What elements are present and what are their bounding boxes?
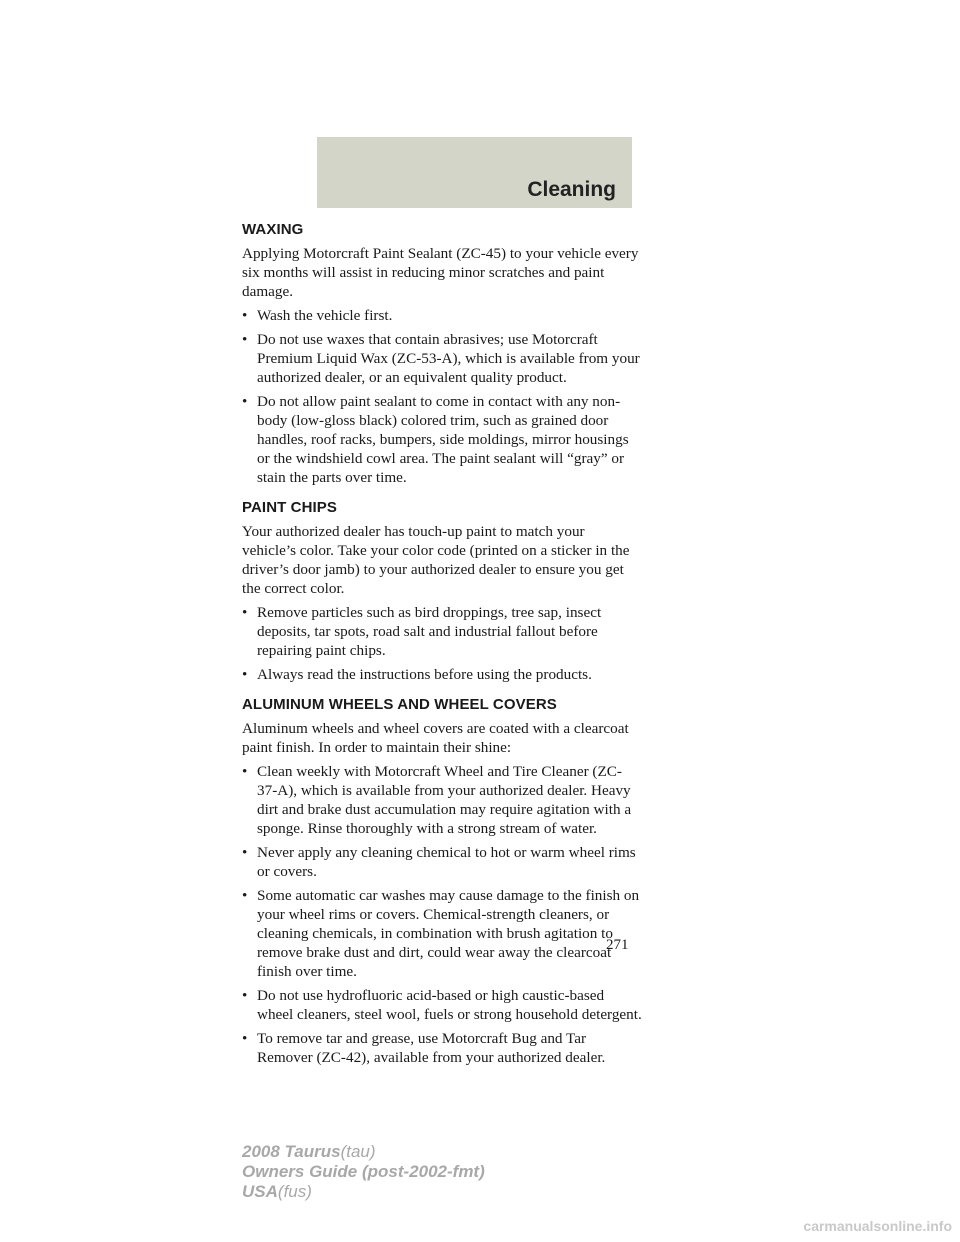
section-heading: ALUMINUM WHEELS AND WHEEL COVERS: [242, 696, 557, 713]
footer-market-code: (fus): [277, 1182, 312, 1201]
list-item-text: Do not allow paint sealant to come in contact with any non-body (low-gloss black) colored trim, such as grained door handles, roof racks, bumpers, side moldings, mirror housings or the windshield cowl area. The paint sealant will “gray” or stain the parts over time.: [257, 393, 629, 486]
bullet-icon: •: [242, 844, 248, 861]
footer-line-3: [242, 1182, 485, 1202]
bullet-list: [242, 306, 642, 487]
footer-market: USA: [242, 1182, 278, 1201]
bullet-icon: •: [242, 604, 248, 621]
section-heading: WAXING: [242, 221, 304, 238]
section-heading: PAINT CHIPS: [242, 499, 337, 516]
page-content: [242, 220, 642, 1078]
list-item-text: Always read the instructions before using the products.: [257, 666, 592, 683]
footer-model: 2008 Taurus: [242, 1142, 341, 1161]
section-title: Cleaning: [527, 178, 616, 201]
bullet-icon: •: [242, 763, 248, 780]
bullet-icon: •: [242, 307, 248, 324]
list-item-text: Do not use waxes that contain abrasives; use Motorcraft Premium Liquid Wax (ZC-53-A), which is available from your authorized dealer, or an equivalent quality product.: [257, 331, 640, 386]
footer-model-code: (tau): [340, 1142, 376, 1161]
section-aluminum-wheels: [242, 695, 642, 1067]
section-waxing: [242, 220, 642, 487]
bullet-icon: •: [242, 987, 248, 1004]
list-item: [242, 603, 642, 660]
list-item-text: Wash the vehicle first.: [257, 307, 393, 324]
bullet-icon: •: [242, 331, 248, 348]
section-paint-chips: [242, 498, 642, 684]
bullet-list: [242, 762, 642, 1067]
list-item: [242, 886, 642, 981]
list-item: [242, 392, 642, 487]
bullet-list: [242, 603, 642, 684]
list-item-text: To remove tar and grease, use Motorcraft Bug and Tar Remover (ZC-42), available from your authorized dealer.: [257, 1030, 606, 1066]
section-intro: Applying Motorcraft Paint Sealant (ZC-45) to your vehicle every six months will assist in reducing minor scratches and paint damage.: [242, 245, 639, 300]
section-header-band: [317, 137, 632, 208]
bullet-icon: •: [242, 887, 248, 904]
list-item-text: Never apply any cleaning chemical to hot or warm wheel rims or covers.: [257, 844, 636, 880]
list-item: [242, 1029, 642, 1067]
list-item-text: Some automatic car washes may cause damage to the finish on your wheel rims or covers. Chemical-strength cleaners, or cleaning chemicals, in combination with brush agitation to remove brake dust and dirt, could wear away the clearcoat finish over time.: [257, 887, 640, 980]
list-item: [242, 330, 642, 387]
bullet-icon: •: [242, 666, 248, 683]
bullet-icon: •: [242, 393, 248, 410]
list-item: [242, 762, 642, 838]
list-item-text: Do not use hydrofluoric acid-based or high caustic-based wheel cleaners, steel wool, fuels or strong household detergent.: [257, 987, 642, 1023]
page-number: 271: [606, 937, 629, 953]
footer-line-1: [242, 1142, 485, 1162]
list-item-text: Remove particles such as bird droppings, tree sap, insect deposits, tar spots, road salt and industrial fallout before repairing paint chips.: [257, 604, 602, 659]
section-intro: Your authorized dealer has touch-up paint to match your vehicle’s color. Take your color code (printed on a sticker in the driver’s door jamb) to your authorized dealer to ensure you get the correct color.: [242, 523, 630, 597]
section-intro: Aluminum wheels and wheel covers are coated with a clearcoat paint finish. In order to maintain their shine:: [242, 720, 629, 756]
document-footer: [242, 1142, 485, 1202]
bullet-icon: •: [242, 1030, 248, 1047]
list-item: [242, 306, 642, 325]
watermark: carmanualsonline.info: [803, 1218, 952, 1234]
list-item: [242, 843, 642, 881]
list-item: [242, 986, 642, 1024]
list-item-text: Clean weekly with Motorcraft Wheel and Tire Cleaner (ZC-37-A), which is available from your authorized dealer. Heavy dirt and brake dust accumulation may require agitation with a sponge. Rinse thoroughly with a strong stream of water.: [257, 763, 632, 837]
footer-guide-title: Owners Guide (post-2002-fmt): [242, 1162, 485, 1181]
list-item: [242, 665, 642, 684]
